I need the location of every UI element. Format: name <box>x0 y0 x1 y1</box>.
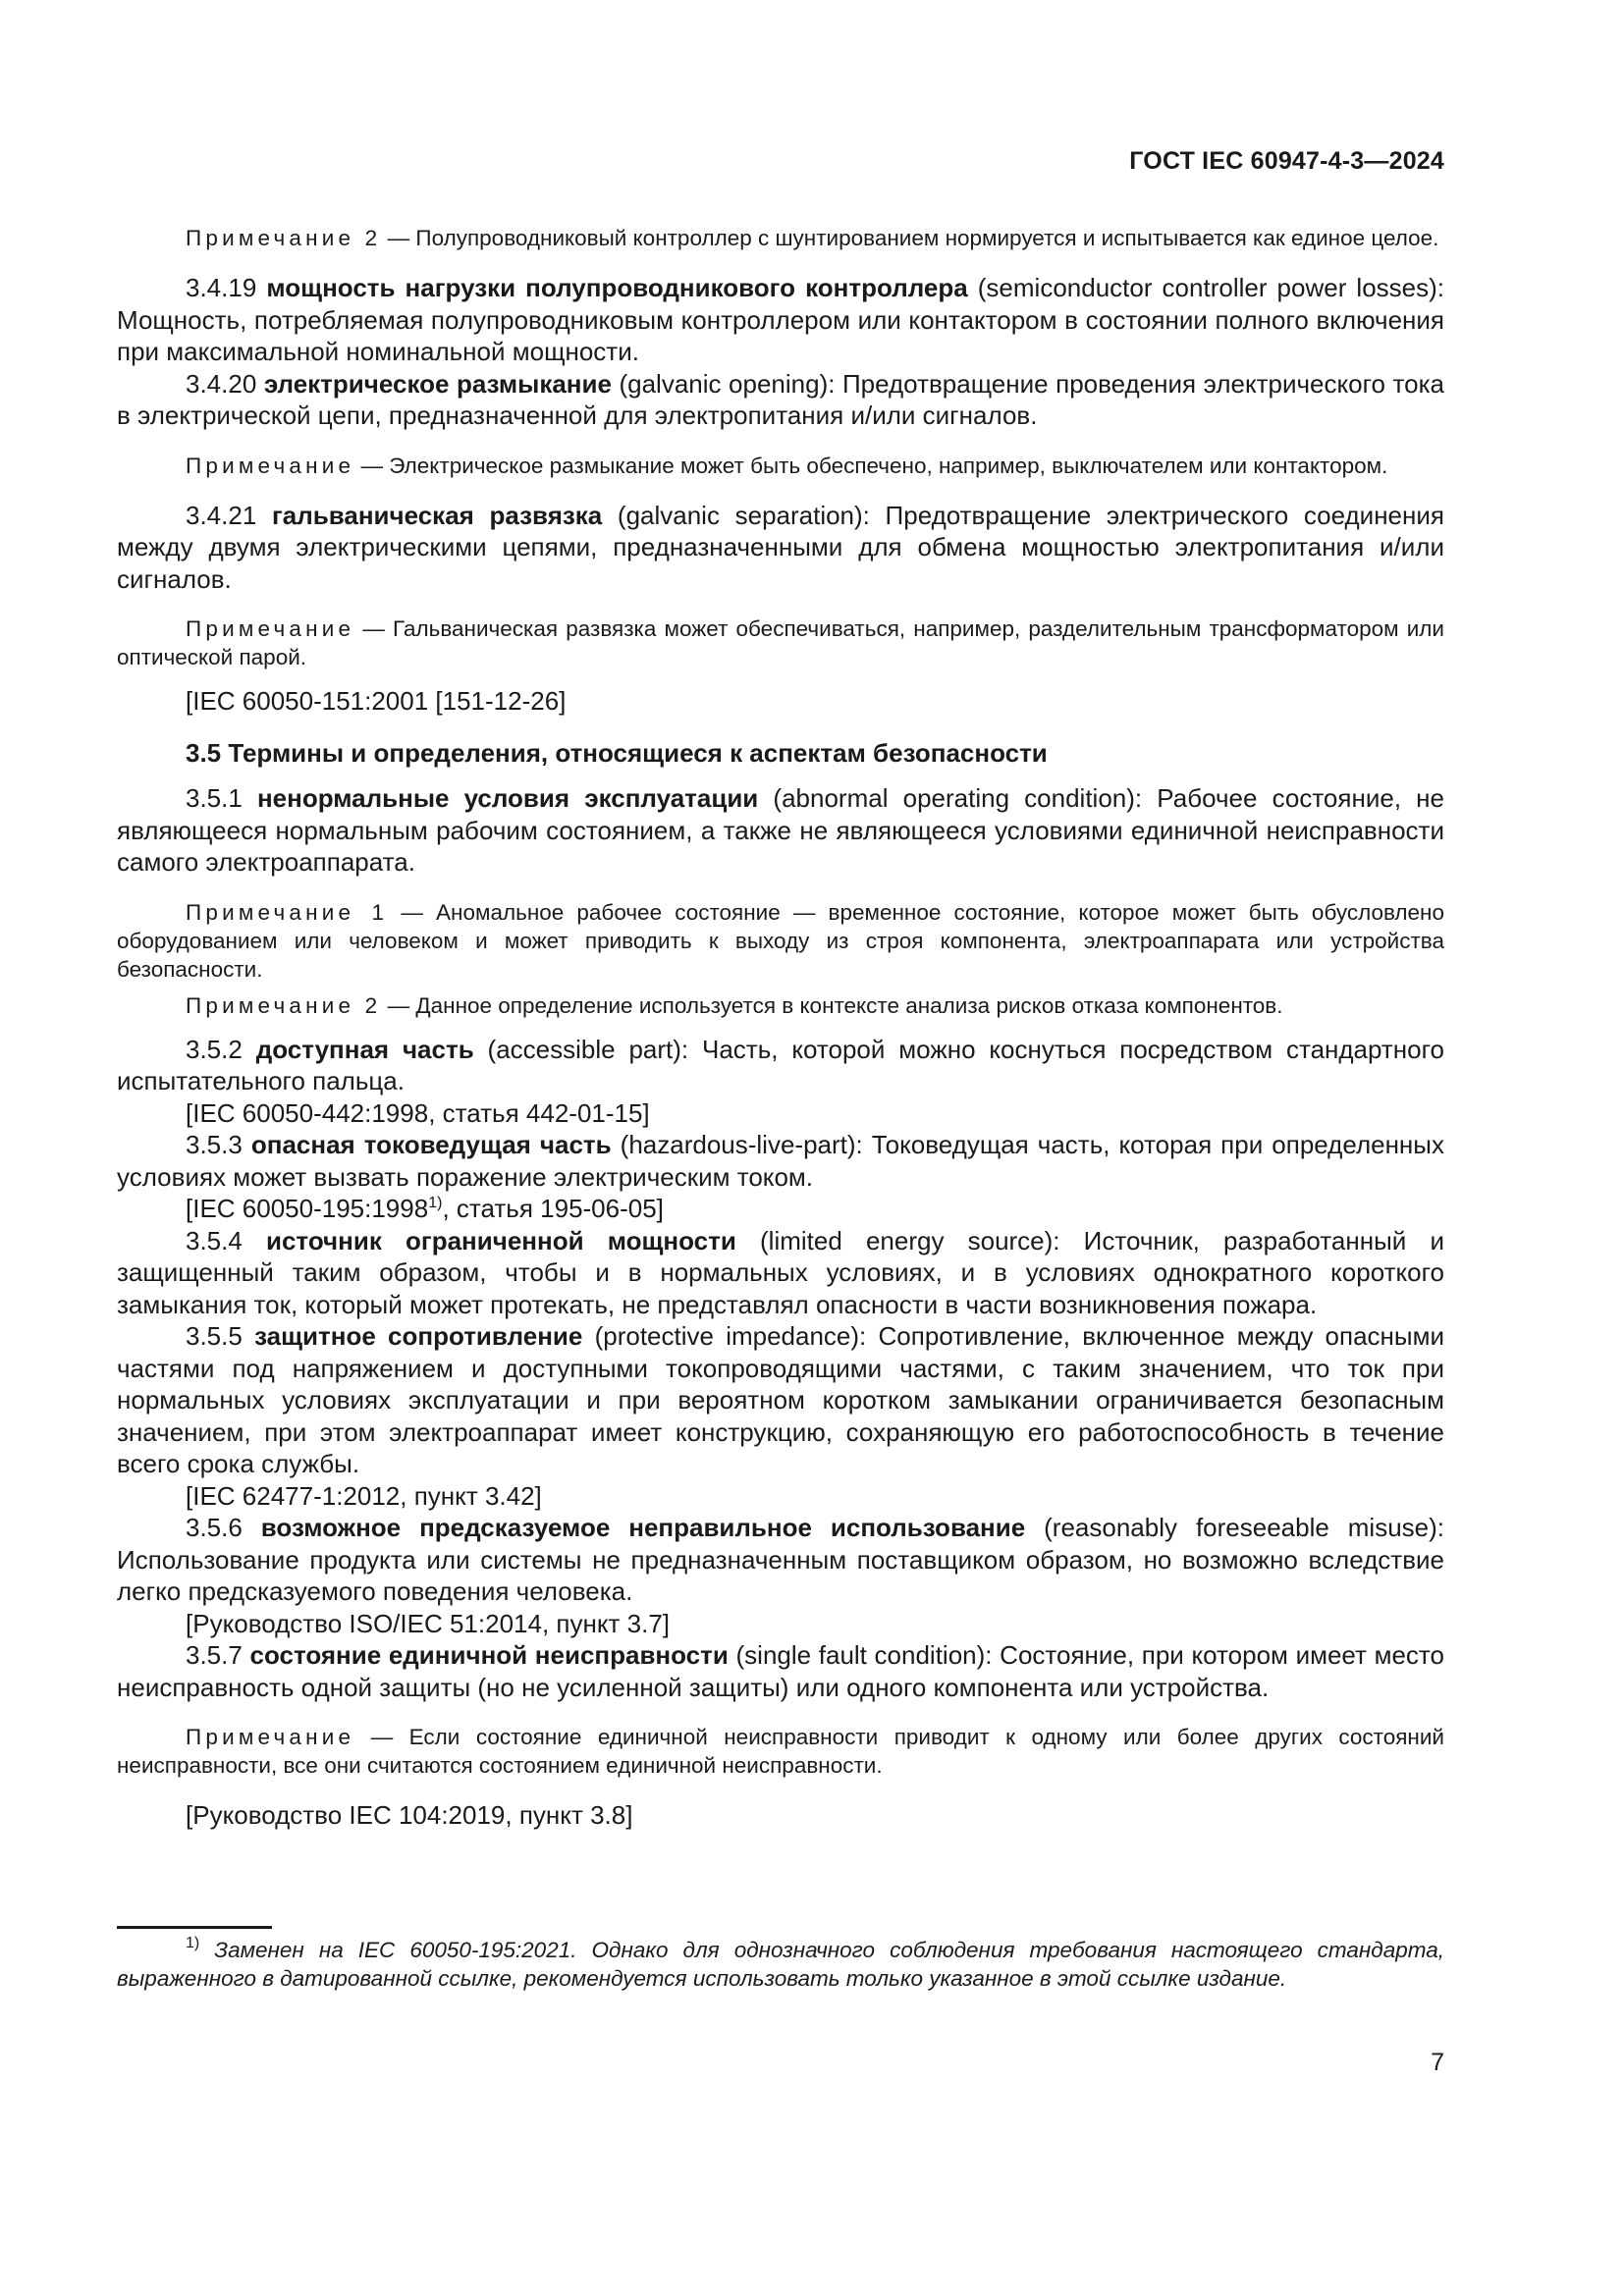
note-text: — Аномальное рабочее состояние — временное состояние, которое может быть обусловлено оборудованием или человеком и может приводить к выходу из строя компонента, электроаппарата или устройства безопасности. <box>117 899 1444 982</box>
reference-3-5-2: [IEC 60050-442:1998, статья 442-01-15] <box>186 1097 650 1128</box>
term-title: электрическое размыкание <box>263 368 612 399</box>
term-title: состояние единичной неисправности <box>249 1640 729 1670</box>
footnote-mark: 1) <box>186 1935 200 1951</box>
note-text: — Если состояние единичной неисправности приводит к одному или более других состояний неисправности, все они считаются состоянием единичной неисправности. <box>117 1725 1444 1778</box>
note-label: Примечание 2 <box>186 992 382 1018</box>
reference-text-end: , статья 195-06-05] <box>442 1194 664 1223</box>
note-galvanic-opening <box>117 452 1444 480</box>
footnote-marker: 1) <box>428 1195 443 1211</box>
term-title: ненормальные условия эксплуатации <box>256 783 759 813</box>
term-definition: (protective impedance): Сопротивление, включенное между опасными частями под напряжением и доступными токопроводящими частями, с таким значением, что ток при нормальных условиях эксплуатации и при вероятном коротком замыкании ограничивается безопасным значением, при этом электроаппарат имеет конструкцию, сохраняющую его работоспособность в течение всего срока службы. <box>117 1321 1444 1478</box>
reference-3-5-6: [Руководство ISO/IEC 51:2014, пункт 3.7] <box>186 1608 670 1638</box>
term-3-5-2 <box>117 1034 1444 1097</box>
term-number: 3.4.19 <box>186 273 267 302</box>
reference-text: [IEC 60050-195:1998 <box>186 1194 429 1223</box>
note-label: Примечание 2 <box>186 226 382 250</box>
note-text: — Данное определение используется в контексте анализа рисков отказа компонентов. <box>381 992 1283 1018</box>
note-label: Примечание <box>186 453 355 478</box>
note-label: Примечание <box>186 616 355 641</box>
section-heading-3-5: 3.5 Термины и определения, относящиеся к аспектам безопасности <box>186 737 1048 768</box>
term-3-5-5 <box>117 1320 1444 1480</box>
term-title: гальваническая развязка <box>271 500 603 530</box>
note-text: — Полупроводниковый контроллер с шунтированием нормируется и испытывается как единое целое. <box>381 226 1439 250</box>
term-definition: (accessible part): Часть, которой можно коснуться посредством стандартного испытательного пальца. <box>117 1034 1445 1095</box>
main-content <box>117 224 1444 1832</box>
reference-3-5-3 <box>117 1193 1444 1225</box>
footnote-text: Заменен на IEC 60050-195:2021. Однако для однозначного соблюдения требования настоящего стандарта, выраженного в датированной ссылке, рекомендуется использовать только указанное в этой ссылке издание. <box>117 1938 1444 1991</box>
term-definition: (single fault condition): Состояние, при котором имеет место неисправность одной защиты (но не усиленной защиты) или одного компонента или устройства. <box>117 1640 1444 1702</box>
page-header-doc-code: ГОСТ IEC 60947-4-3—2024 <box>1129 147 1444 175</box>
term-definition: (limited energy source): Источник, разработанный и защищенный таким образом, чтобы и в нормальных условиях, и в условиях однократного короткого замыкания ток, который может протекать, не представлял опасности в части возникновения пожара. <box>117 1225 1444 1319</box>
term-definition: (semiconductor controller power losses): Мощность, потребляемая полупроводниковым контроллером или контактором в состоянии полного включения при максимальной номинальной мощности. <box>117 273 1445 366</box>
term-3-4-20 <box>117 368 1444 432</box>
term-number: 3.5.7 <box>186 1640 250 1670</box>
note-galvanic-separation <box>117 614 1444 671</box>
term-number: 3.4.21 <box>186 500 272 530</box>
term-definition: (galvanic separation): Предотвращение электрического соединения между двумя электрическими цепями, предназначенными для обмена мощностью электропитания и/или сигналов. <box>117 500 1444 594</box>
term-title: опасная токоведущая часть <box>250 1130 612 1159</box>
term-number: 3.5.4 <box>186 1225 266 1255</box>
reference-3-5-5: [IEC 62477-1:2012, пункт 3.42] <box>186 1480 542 1511</box>
note-risk-analysis <box>117 991 1444 1020</box>
term-3-5-6 <box>117 1512 1444 1608</box>
term-number: 3.5.6 <box>186 1513 261 1542</box>
term-definition: (abnormal operating condition): Рабочее состояние, не являющееся нормальным рабочим состоянием, а также не являющееся условиями единичной неисправности самого электроаппарата. <box>117 783 1444 877</box>
term-number: 3.5.1 <box>186 783 257 813</box>
term-title: защитное сопротивление <box>254 1321 583 1351</box>
reference-3-4-21: [IEC 60050-151:2001 [151-12-26] <box>186 686 567 716</box>
note-label: Примечание 1 <box>186 899 389 925</box>
note-label: Примечание <box>186 1725 355 1749</box>
term-definition: (galvanic opening): Предотвращение проведения электрического тока в электрической цепи, предназначенной для электропитания и/или сигналов. <box>117 368 1445 430</box>
term-number: 3.5.3 <box>186 1130 251 1159</box>
term-number: 3.5.2 <box>186 1034 256 1064</box>
term-3-5-4 <box>117 1225 1444 1321</box>
term-title: источник ограниченной мощности <box>265 1225 736 1255</box>
term-3-5-7 <box>117 1639 1444 1703</box>
note-abnormal-state <box>117 898 1444 984</box>
footnote <box>117 1936 1444 1993</box>
term-title: мощность нагрузки полупроводникового контроллера <box>266 273 968 302</box>
note-text: — Электрическое размыкание может быть обеспечено, например, выключателем или контактором. <box>354 453 1388 478</box>
term-title: возможное предсказуемое неправильное использование <box>260 1513 1026 1542</box>
term-3-4-21 <box>117 500 1444 596</box>
reference-3-5-7: [Руководство IEC 104:2019, пункт 3.8] <box>186 1800 633 1830</box>
term-number: 3.5.5 <box>186 1321 255 1351</box>
note-semiconductor-bypass <box>117 224 1444 252</box>
term-number: 3.4.20 <box>186 368 264 399</box>
note-text: — Гальваническая развязка может обеспечиваться, например, разделительным трансформатором или оптической парой. <box>117 616 1444 669</box>
page-number: 7 <box>1431 2049 1444 2076</box>
term-definition: (reasonably foreseeable misuse): Использование продукта или системы не предназначенным поставщиком образом, но возможно вследствие легко предсказуемого поведения человека. <box>117 1513 1445 1606</box>
term-title: доступная часть <box>255 1034 474 1064</box>
term-3-5-3 <box>117 1129 1444 1193</box>
footnote-divider <box>117 1926 272 1929</box>
term-3-4-19 <box>117 272 1444 368</box>
note-single-fault <box>117 1723 1444 1780</box>
term-definition: (hazardous-live-part): Токоведущая часть, которая при определенных условиях может вызвать поражение электрическим током. <box>117 1130 1444 1192</box>
term-3-5-1 <box>117 782 1444 879</box>
